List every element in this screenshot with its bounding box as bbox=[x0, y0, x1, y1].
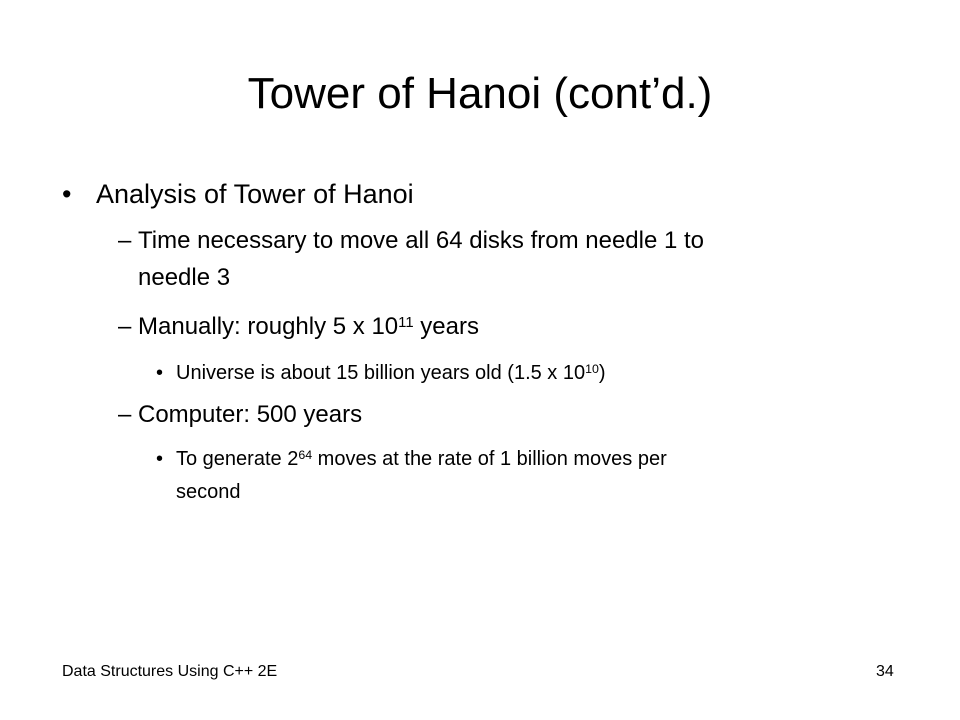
generate-exponent: 64 bbox=[298, 448, 313, 463]
bullet-marker: • bbox=[156, 362, 164, 384]
universe-text: Universe is about 15 billion years old (1.5 x 10 bbox=[176, 362, 586, 384]
subsubbullet-universe bbox=[176, 360, 606, 386]
bullet-marker: • bbox=[156, 448, 164, 470]
manual-unit: years bbox=[413, 313, 479, 340]
generate-rest: moves at the rate of 1 billion moves per bbox=[312, 448, 667, 470]
universe-exponent: 10 bbox=[585, 362, 599, 377]
footer-page-number: 34 bbox=[876, 663, 894, 680]
dash-marker: – bbox=[118, 313, 132, 340]
footer-course-title: Data Structures Using C++ 2E bbox=[62, 663, 278, 680]
universe-close: ) bbox=[598, 362, 606, 384]
manual-exponent: 11 bbox=[398, 314, 414, 331]
subbullet-computer: Computer: 500 years bbox=[138, 401, 363, 428]
dash-marker: – bbox=[118, 401, 132, 428]
bullet-marker: • bbox=[62, 179, 72, 209]
subsubbullet-generate-line1 bbox=[176, 446, 667, 472]
subbullet-time-line2: needle 3 bbox=[138, 264, 231, 291]
bullet-analysis: Analysis of Tower of Hanoi bbox=[96, 179, 414, 209]
generate-text: To generate 2 bbox=[176, 448, 299, 470]
subbullet-time-line1: Time necessary to move all 64 disks from needle 1 to bbox=[138, 227, 705, 254]
subbullet-manually bbox=[138, 312, 479, 342]
slide-title: Tower of Hanoi (cont’d.) bbox=[247, 69, 713, 118]
subsubbullet-generate-line2: second bbox=[176, 481, 241, 503]
dash-marker: – bbox=[118, 227, 132, 254]
manual-text: Manually: roughly 5 x 10 bbox=[138, 313, 399, 340]
